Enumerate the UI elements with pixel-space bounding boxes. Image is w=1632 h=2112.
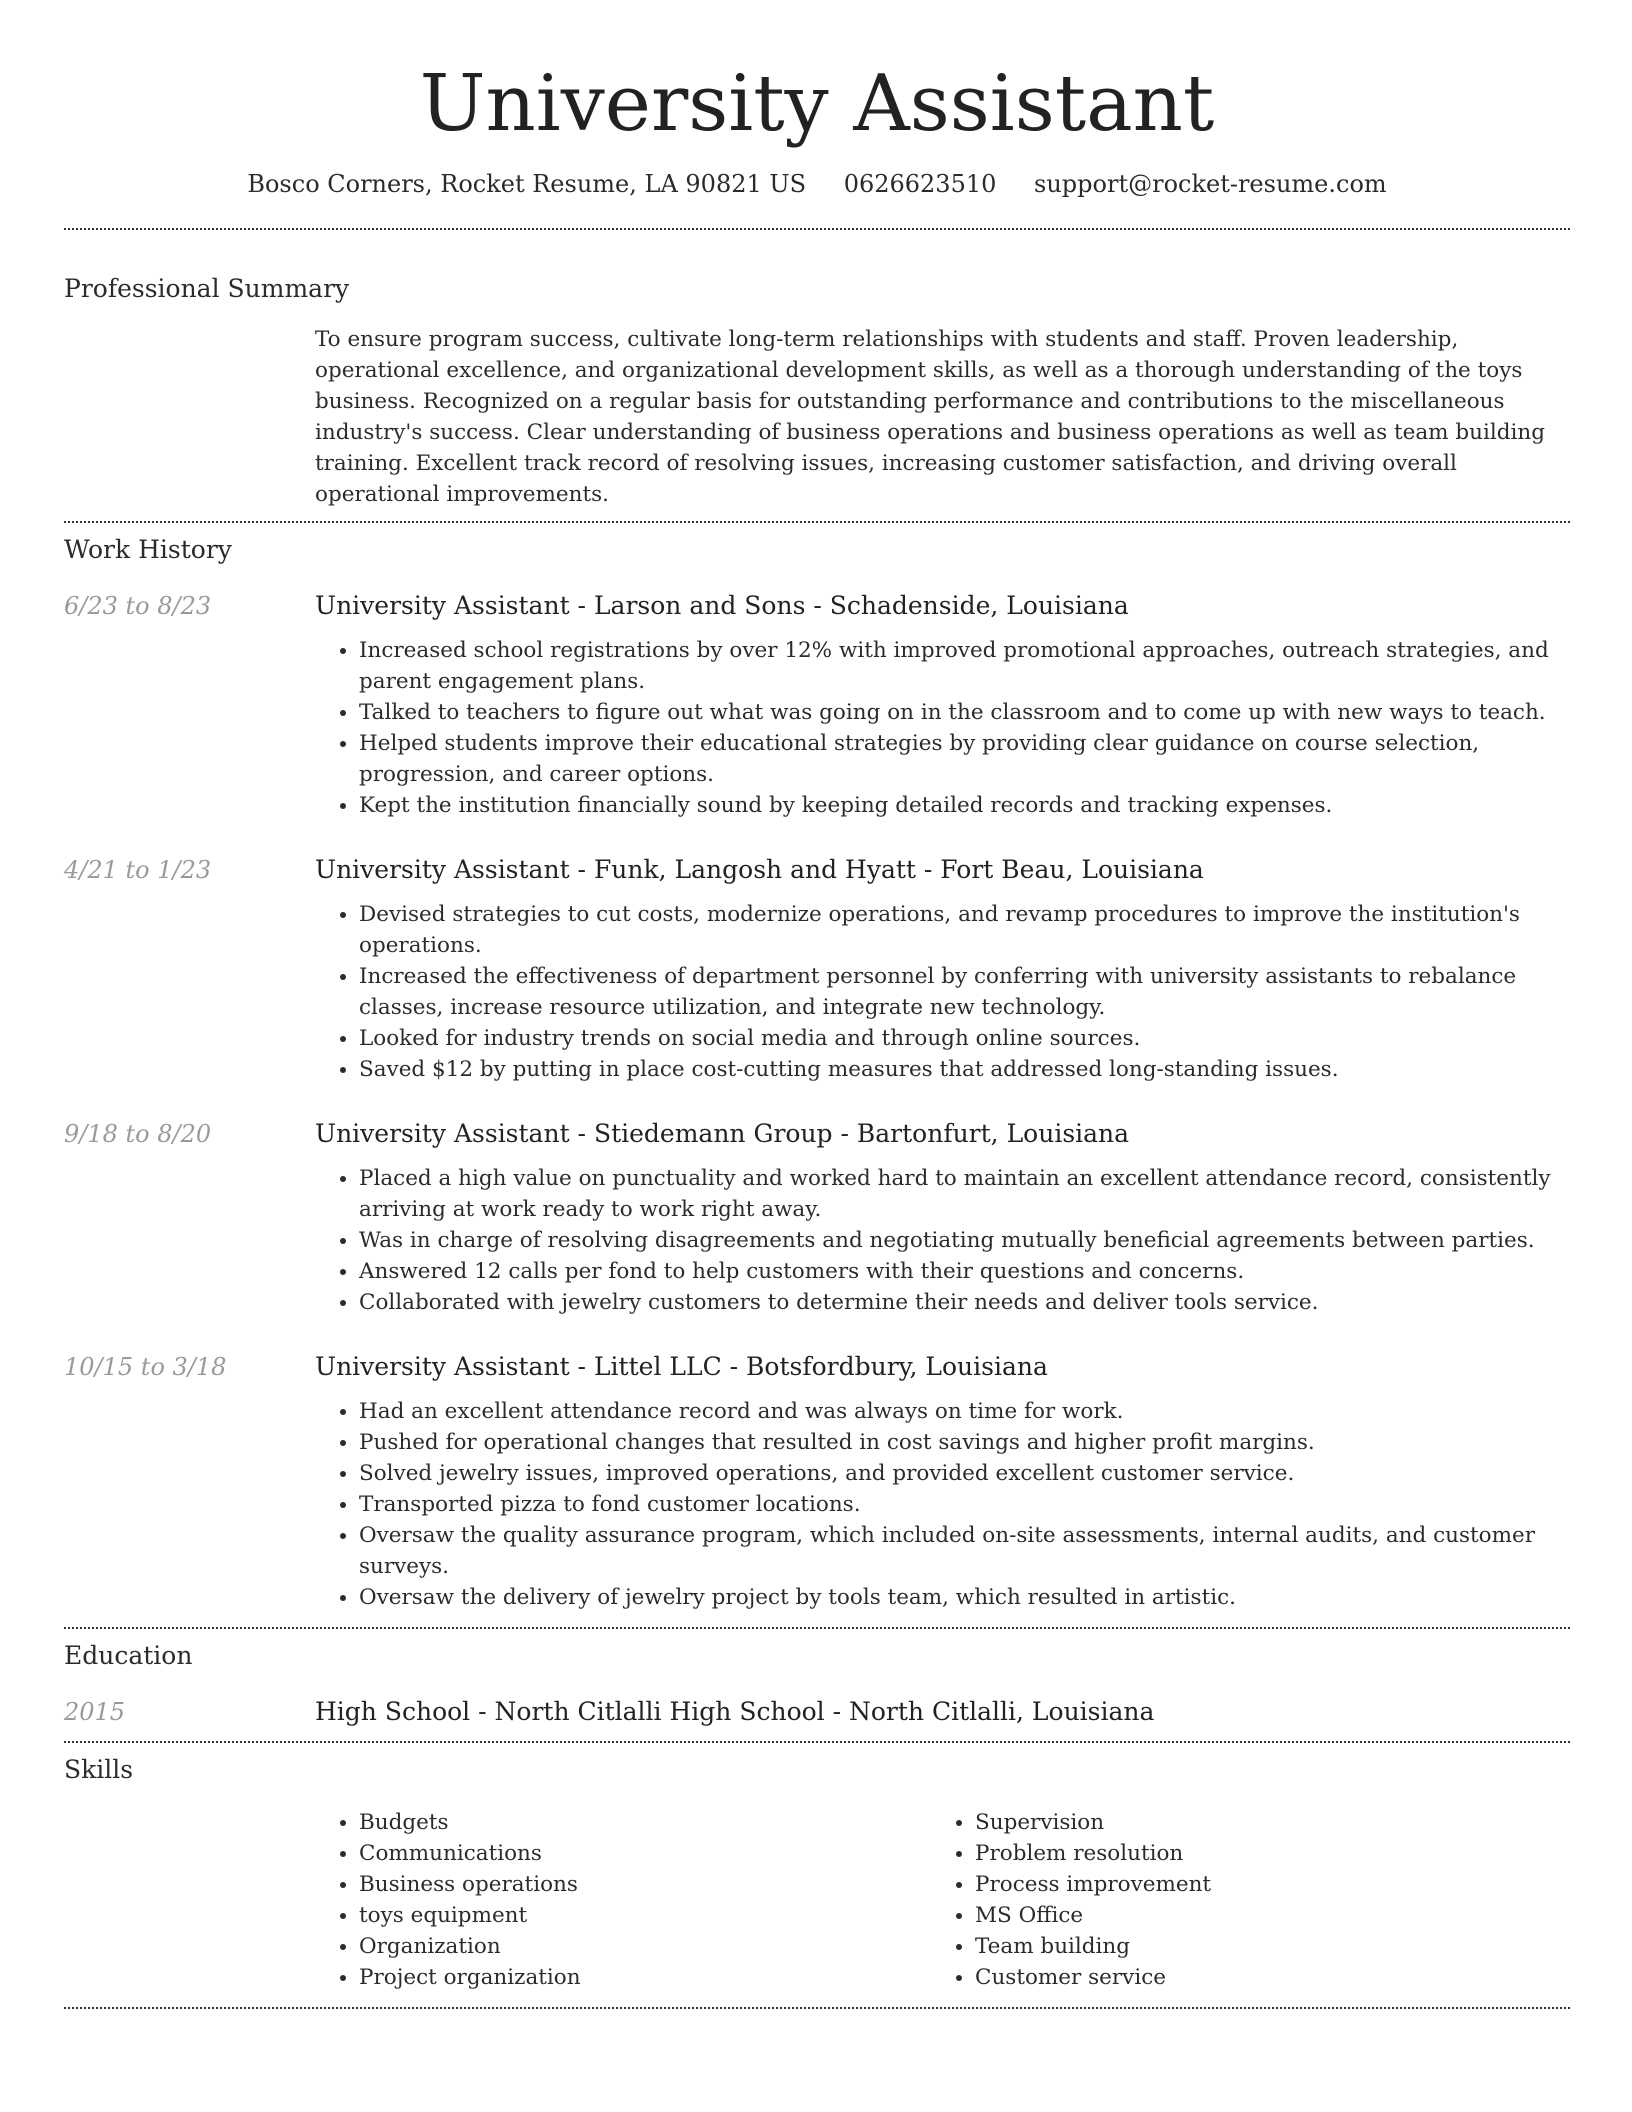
divider xyxy=(64,2007,1570,2009)
contact-address: Bosco Corners, Rocket Resume, LA 90821 US xyxy=(247,170,807,198)
divider xyxy=(64,1627,1570,1629)
skill-item: • Team building xyxy=(975,1931,1547,1962)
education-entry xyxy=(64,1695,1570,1729)
resume-page xyxy=(64,0,1570,2009)
list-item: • Transported pizza to fond customer locations. xyxy=(359,1489,1570,1520)
section-title-summary: Professional Summary xyxy=(64,274,350,303)
contact-email: support@rocket-resume.com xyxy=(1034,170,1387,198)
job-entry xyxy=(64,1117,1570,1318)
job-title: University Assistant - Stiedemann Group - Bartonfurt, Louisiana xyxy=(315,1119,1130,1148)
skill-item: • Business operations xyxy=(359,1869,931,1900)
job-title: University Assistant - Funk, Langosh and Hyatt - Fort Beau, Louisiana xyxy=(315,855,1204,884)
list-item: • Collaborated with jewelry customers to determine their needs and deliver tools service. xyxy=(359,1287,1570,1318)
skill-item: • Supervision xyxy=(975,1807,1547,1838)
candidate-name: University Assistant xyxy=(419,59,1215,149)
skill-item: • Problem resolution xyxy=(975,1838,1547,1869)
skill-item: • Budgets xyxy=(359,1807,931,1838)
list-item: • Was in charge of resolving disagreements and negotiating mutually beneficial agreements between parties. xyxy=(359,1225,1570,1256)
section-title-work: Work History xyxy=(64,535,232,564)
list-item: • Placed a high value on punctuality and worked hard to maintain an excellent attendance record, consistently arriving at work ready to work right away. xyxy=(359,1163,1570,1225)
skills-column-right xyxy=(931,1807,1547,1993)
education-date: 2015 xyxy=(64,1698,126,1726)
education-title: High School - North Citlalli High School - North Citlalli, Louisiana xyxy=(315,1697,1155,1726)
list-item: • Looked for industry trends on social media and through online sources. xyxy=(359,1023,1570,1054)
list-item: • Helped students improve their educational strategies by providing clear guidance on course selection, progression, and career options. xyxy=(359,728,1570,790)
job-dates: 9/18 to 8/20 xyxy=(64,1120,212,1148)
skill-item: • Customer service xyxy=(975,1962,1547,1993)
contact-phone: 0626623510 xyxy=(843,170,997,198)
contact-line xyxy=(64,166,1570,202)
skill-item: • toys equipment xyxy=(359,1900,931,1931)
job-title: University Assistant - Larson and Sons - Schadenside, Louisiana xyxy=(315,591,1129,620)
summary-text: To ensure program success, cultivate long-term relationships with students and staff. Proven leadership, operational excellence, and organizational development skills, as well as a thorough understanding of the toys business. Recognized on a regular basis for outstanding performance and contributions to the miscellaneous industry's success. Clear understanding of business operations and business operations as well as team building training. Excellent track record of resolving issues, increasing customer satisfaction, and driving overall operational improvements. xyxy=(315,327,1545,507)
list-item: • Oversaw the quality assurance program, which included on-site assessments, internal audits, and customer surveys. xyxy=(359,1520,1570,1582)
skill-item: • Project organization xyxy=(359,1962,931,1993)
skill-item: • Organization xyxy=(359,1931,931,1962)
job-entry xyxy=(64,853,1570,1085)
list-item: • Devised strategies to cut costs, modernize operations, and revamp procedures to improve the institution's operations. xyxy=(359,899,1570,961)
job-bullets xyxy=(315,1396,1570,1613)
job-dates: 4/21 to 1/23 xyxy=(64,856,212,884)
skills-list xyxy=(315,1807,1570,1993)
job-dates: 10/15 to 3/18 xyxy=(64,1353,227,1381)
job-bullets xyxy=(315,635,1570,821)
skill-item: • MS Office xyxy=(975,1900,1547,1931)
list-item: • Talked to teachers to figure out what was going on in the classroom and to come up with new ways to teach. xyxy=(359,697,1570,728)
list-item: • Had an excellent attendance record and was always on time for work. xyxy=(359,1396,1570,1427)
divider xyxy=(64,1741,1570,1743)
skill-item: • Process improvement xyxy=(975,1869,1547,1900)
list-item: • Answered 12 calls per fond to help customers with their questions and concerns. xyxy=(359,1256,1570,1287)
list-item: • Saved $12 by putting in place cost-cutting measures that addressed long-standing issues. xyxy=(359,1054,1570,1085)
divider xyxy=(64,228,1570,230)
job-bullets xyxy=(315,899,1570,1085)
list-item: • Oversaw the delivery of jewelry project by tools team, which resulted in artistic. xyxy=(359,1582,1570,1613)
list-item: • Pushed for operational changes that resulted in cost savings and higher profit margins. xyxy=(359,1427,1570,1458)
section-title-education: Education xyxy=(64,1641,193,1670)
job-bullets xyxy=(315,1163,1570,1318)
list-item: • Kept the institution financially sound by keeping detailed records and tracking expenses. xyxy=(359,790,1570,821)
skill-item: • Communications xyxy=(359,1838,931,1869)
job-entry xyxy=(64,1350,1570,1613)
list-item: • Increased the effectiveness of department personnel by conferring with university assistants to rebalance classes, increase resource utilization, and integrate new technology. xyxy=(359,961,1570,1023)
skills-column-left xyxy=(315,1807,931,1993)
list-item: • Increased school registrations by over 12% with improved promotional approaches, outreach strategies, and parent engagement plans. xyxy=(359,635,1570,697)
job-entry xyxy=(64,589,1570,821)
list-item: • Solved jewelry issues, improved operations, and provided excellent customer service. xyxy=(359,1458,1570,1489)
divider xyxy=(64,521,1570,523)
job-dates: 6/23 to 8/23 xyxy=(64,592,212,620)
job-title: University Assistant - Littel LLC - Botsfordbury, Louisiana xyxy=(315,1352,1048,1381)
section-title-skills: Skills xyxy=(64,1755,134,1784)
